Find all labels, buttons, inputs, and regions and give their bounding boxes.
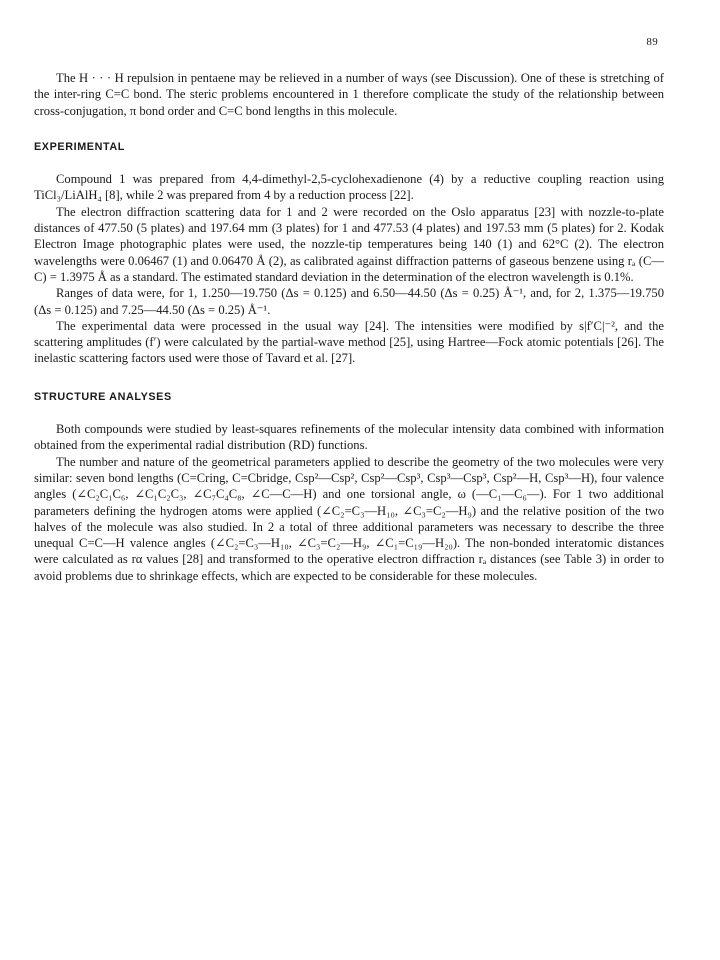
section-heading-structure-analyses: STRUCTURE ANALYSES [34, 390, 172, 403]
experimental-paragraph-1: Compound 1 was prepared from 4,4-dimethyl-2,5-cyclohexadienone (4) by a reductive coupling reaction using TiCl₃/LiAlH₄ [8], while 2 was prepared from 4 by a reduction process [22]. [34, 172, 664, 203]
page-number: 89 [646, 36, 658, 48]
section-heading-experimental: EXPERIMENTAL [34, 140, 125, 153]
structure-paragraph-1: Both compounds were studied by least-squares refinements of the molecular intensity data combined with information obtained from the experimental radial distribution (RD) functions. [34, 422, 664, 453]
page-body [34, 70, 664, 584]
experimental-paragraph-3: Ranges of data were, for 1, 1.250—19.750 (Δs = 0.125) and 6.50—44.50 (Δs = 0.25) Å⁻¹, and, for 2, 1.375—19.750 (Δs = 0.125) and 7.25—44.50 (Δs = 0.25) Å⁻¹. [34, 286, 664, 317]
intro-paragraph: The H · · · H repulsion in pentaene may be relieved in a number of ways (see Discussion). One of these is stretching of the inter-ring C=C bond. The steric problems encountered in 1 therefore complicate the study of the relationship between cross-conjugation, π bond order and C=C bond lengths in this molecule. [34, 71, 664, 118]
structure-paragraph-2: The number and nature of the geometrical parameters applied to describe the geometry of the two molecules were very similar: seven bond lengths (C=Cring, C=Cbridge, Csp²—Csp², Csp²—Csp³, Csp³—Csp³, Csp²—H, Csp³—H), four valence angles (∠C₂C₁C₆, ∠C₁C₂C₃, ∠C₇C₄C₈, ∠C—C—H) and one torsional angle, ω (—C₁—C₆—). For 1 two additional parameters defining the hydrogen atoms were applied (∠C₂=C₃—H₁₀, ∠C₃=C₂—H₉) and the relative position of the two halves of the molecule was also studied. In 2 a total of three additional parameters was necessary to describe the three unequal C=C—H valence angles (∠C₂=C₃—H₁₀, ∠C₃=C₂—H₉, ∠C₁=C₁₉—H₂₀). The non-bonded interatomic distances were calculated as rα values [28] and transformed to the operative electron diffraction rₐ distances (see Table 3) in order to avoid problems due to shrinkage effects, which are expected to be considerable for these molecules. [34, 454, 664, 583]
experimental-paragraph-2: The electron diffraction scattering data for 1 and 2 were recorded on the Oslo apparatus [23] with nozzle-to-plate distances of 477.50 (5 plates) and 197.64 mm (3 plates) for 1 and 477.53 (4 plates) and 197.53 mm (5 plates) for 2. Kodak Electron Image photographic plates were used, the nozzle-tip temperatures being 140 (1) and 62°C (2). The electron wavelengths were 0.06467 (1) and 0.06470 Å (2), as calibrated against diffraction patterns of gaseous benzene using rₐ (C—C) = 1.3975 Å as a standard. The estimated standard deviation in the determination of the electron wavelength is 0.1%. [34, 204, 664, 284]
experimental-paragraph-4: The experimental data were processed in the usual way [24]. The intensities were modified by s|f′C|⁻², and the scattering amplitudes (f′) were calculated by the partial-wave method [25], using Hartree—Fock atomic potentials [26]. The inelastic scattering factors used were those of Tavard et al. [27]. [34, 318, 664, 366]
